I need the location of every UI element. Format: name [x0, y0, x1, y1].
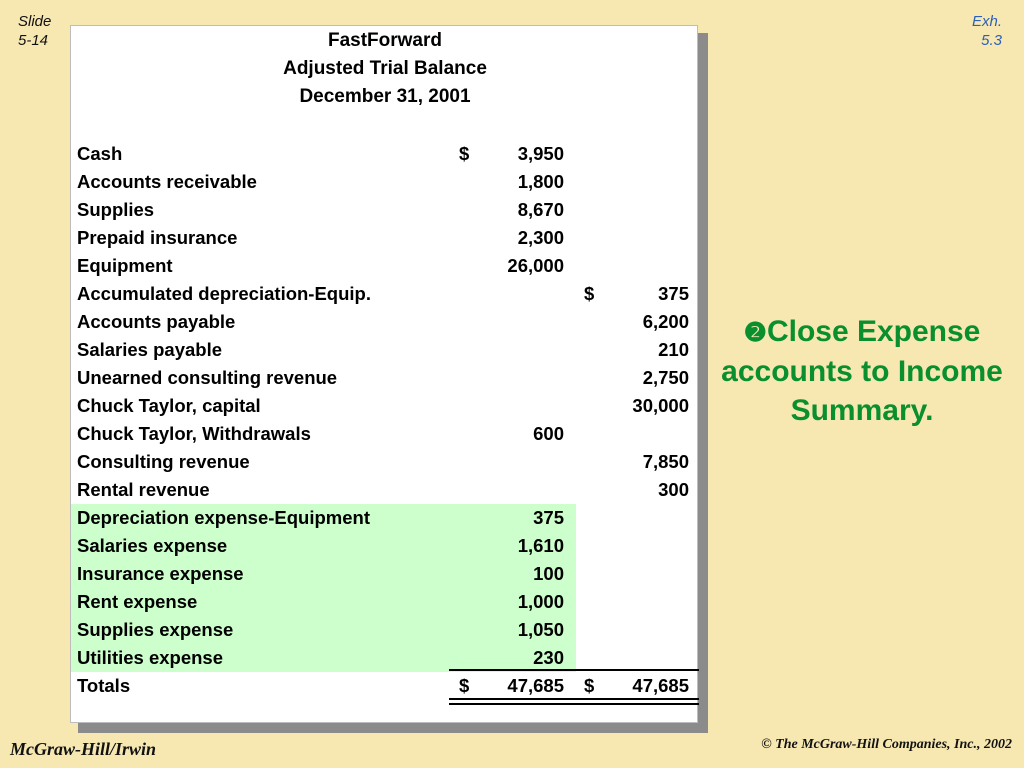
company-name: FastForward	[327, 30, 443, 51]
account-name: Accumulated depreciation-Equip.	[77, 283, 371, 304]
debit-sign: $	[459, 143, 470, 164]
credit-double-rule	[576, 698, 699, 705]
account-row	[71, 336, 699, 364]
account-name: Rental revenue	[77, 479, 210, 500]
account-name: Accounts payable	[77, 311, 236, 332]
account-row	[71, 224, 699, 252]
expense-account-row	[71, 616, 699, 644]
exhibit-number: 5.3	[981, 32, 1002, 49]
exhibit-label	[972, 12, 1002, 50]
account-name: Cash	[77, 143, 123, 164]
account-row	[71, 280, 699, 308]
credit-amount: 300	[658, 479, 689, 500]
account-name: Salaries payable	[77, 339, 223, 360]
expense-account-row	[71, 560, 699, 588]
account-row	[71, 448, 699, 476]
totals-credit-sign: $	[584, 675, 595, 696]
credit-total-rule	[576, 669, 699, 671]
credit-amount: 2,750	[642, 367, 689, 388]
account-name: Equipment	[77, 255, 173, 276]
account-row	[71, 168, 699, 196]
totals-debit-sign: $	[459, 675, 470, 696]
expense-account-row	[71, 532, 699, 560]
debit-total-rule	[449, 669, 576, 671]
slide-number-label	[18, 12, 51, 50]
credit-amount: 375	[658, 283, 689, 304]
account-name: Supplies expense	[77, 619, 234, 640]
account-name: Chuck Taylor, Withdrawals	[77, 423, 311, 444]
note-text: Close Expense accounts to Income Summary.	[721, 315, 1003, 427]
expense-account-row	[71, 504, 699, 532]
debit-amount: 2,300	[517, 227, 564, 248]
debit-amount: 26,000	[507, 255, 564, 276]
expense-account-row	[71, 644, 699, 672]
account-name: Salaries expense	[77, 535, 228, 556]
expense-account-row	[71, 588, 699, 616]
debit-amount: 375	[533, 507, 564, 528]
trial-balance-panel	[70, 25, 698, 723]
debit-double-rule	[449, 698, 576, 705]
debit-amount: 100	[533, 563, 564, 584]
account-row	[71, 420, 699, 448]
account-row	[71, 196, 699, 224]
totals-label: Totals	[77, 675, 131, 696]
totals-row	[71, 672, 699, 700]
step-marker: ❷	[743, 317, 767, 347]
account-row	[71, 140, 699, 168]
statement-date: December 31, 2001	[299, 86, 471, 107]
closing-note	[712, 312, 1012, 430]
account-row	[71, 308, 699, 336]
account-row	[71, 476, 699, 504]
exhibit-word: Exh.	[971, 13, 1002, 30]
debit-amount: 1,610	[517, 535, 564, 556]
account-name: Consulting revenue	[77, 451, 250, 472]
credit-amount: 7,850	[642, 451, 689, 472]
account-name: Prepaid insurance	[77, 227, 238, 248]
totals-credit: 47,685	[632, 675, 689, 696]
totals-debit: 47,685	[507, 675, 564, 696]
copyright-notice: © The McGraw-Hill Companies, Inc., 2002	[761, 737, 1012, 752]
account-name: Insurance expense	[77, 563, 244, 584]
account-name: Utilities expense	[77, 647, 224, 668]
account-row	[71, 364, 699, 392]
debit-amount: 1,000	[517, 591, 564, 612]
account-name: Accounts receivable	[77, 171, 257, 192]
debit-amount: 600	[533, 423, 564, 444]
slide-word: Slide	[18, 13, 52, 30]
statement-title: Adjusted Trial Balance	[283, 58, 487, 79]
account-name: Chuck Taylor, capital	[77, 395, 261, 416]
account-name: Rent expense	[77, 591, 198, 612]
account-name: Unearned consulting revenue	[77, 367, 338, 388]
credit-amount: 30,000	[632, 395, 689, 416]
account-name: Supplies	[77, 199, 155, 220]
debit-amount: 230	[533, 647, 564, 668]
credit-amount: 210	[658, 339, 689, 360]
credit-sign: $	[584, 283, 595, 304]
slide-number: 5-14	[18, 32, 49, 49]
account-name: Depreciation expense-Equipment	[77, 507, 370, 528]
publisher-label: McGraw-Hill/Irwin	[10, 739, 157, 759]
account-row	[71, 392, 699, 420]
debit-amount: 1,050	[517, 619, 564, 640]
debit-amount: 3,950	[517, 143, 564, 164]
debit-amount: 8,670	[517, 199, 564, 220]
account-row	[71, 252, 699, 280]
credit-amount: 6,200	[642, 311, 689, 332]
debit-amount: 1,800	[517, 171, 564, 192]
